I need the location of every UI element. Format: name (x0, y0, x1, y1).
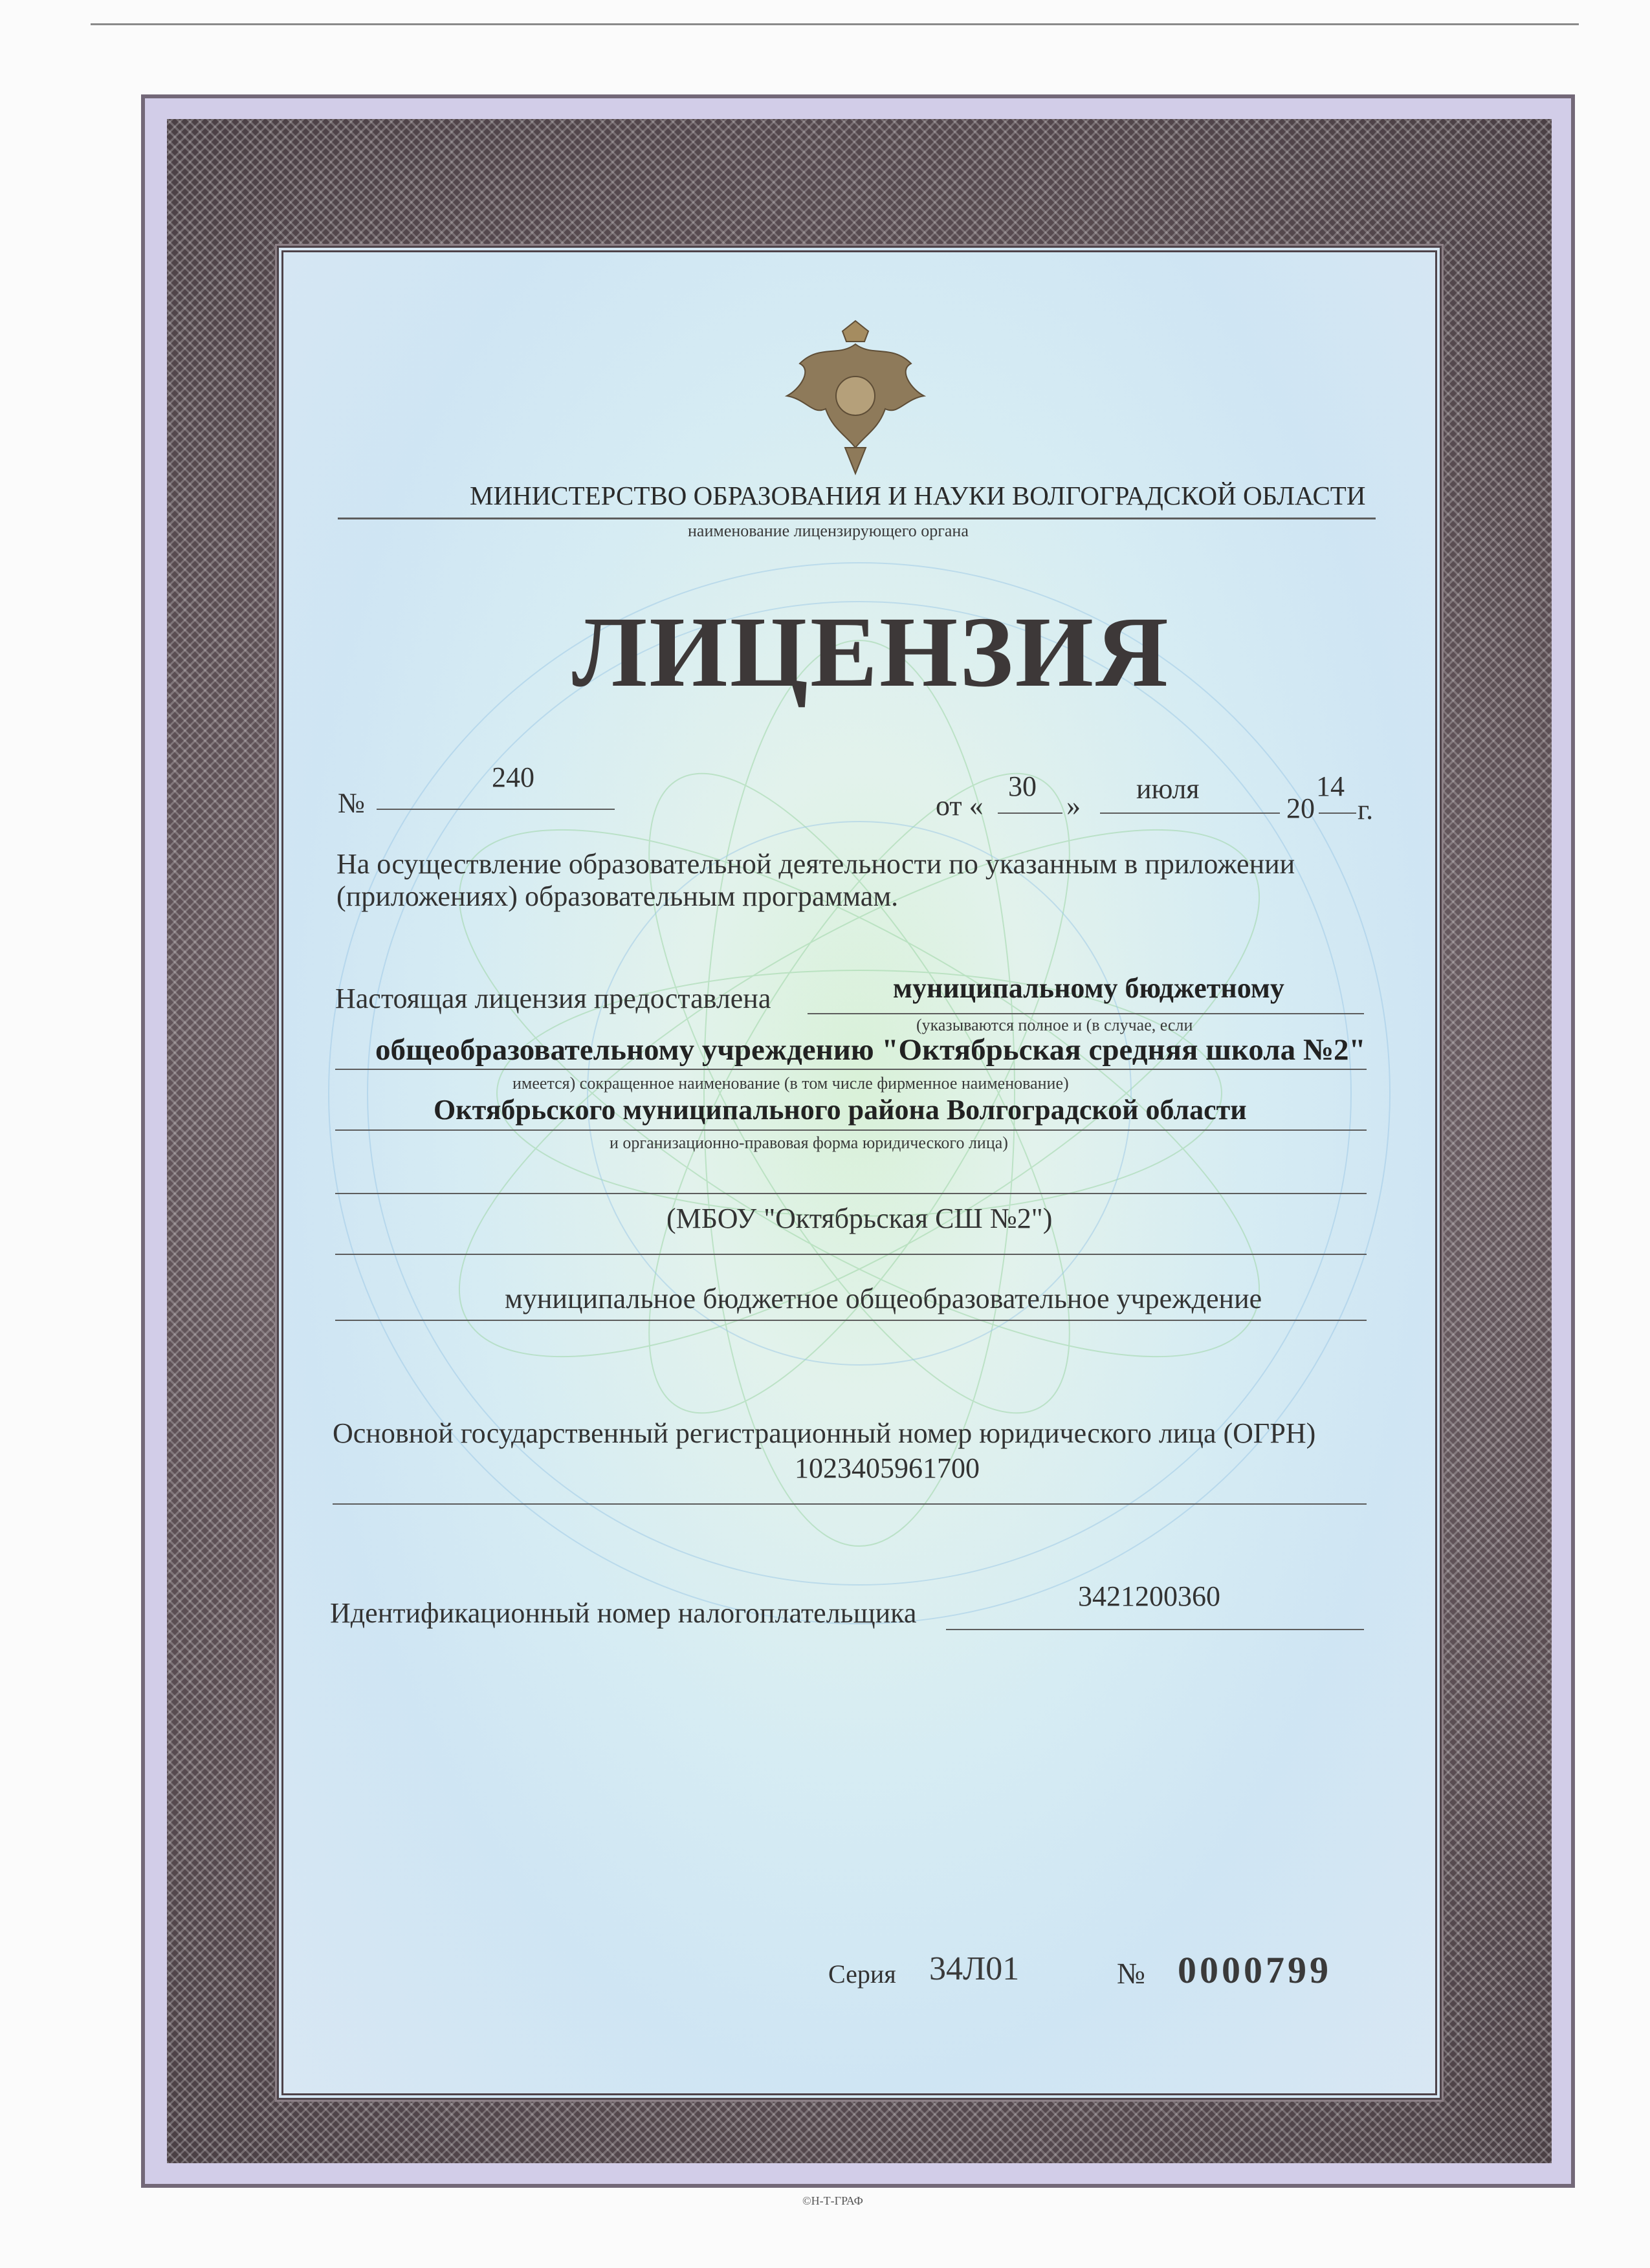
date-day-underline (998, 812, 1062, 814)
authority-name: МИНИСТЕРСТВО ОБРАЗОВАНИЯ И НАУКИ ВОЛГОГРАДСКОЙ ОБЛАСТИ (470, 481, 1366, 510)
grantee-name-line-2: общеобразовательному учреждению "Октябрьская средняя школа №2" (375, 1033, 1366, 1067)
date-day: 30 (1008, 770, 1037, 802)
date-prefix: от « (936, 790, 984, 822)
ogrn-underline (333, 1503, 1367, 1505)
series-value: 34Л01 (929, 1950, 1020, 1987)
date-month-underline (1100, 812, 1280, 814)
inn-value: 3421200360 (1078, 1580, 1220, 1612)
legal-form-underline (335, 1320, 1367, 1321)
grantee-legal-form: муниципальное бюджетное общеобразовательное учреждение (505, 1283, 1262, 1314)
ogrn-value: 1023405961700 (795, 1452, 980, 1484)
grantee-caption-2: имеется) сокращенное наименование (в том числе фирменное наименование) (512, 1074, 1069, 1093)
number-underline (377, 809, 615, 810)
series-label: Серия (828, 1959, 896, 1989)
printer-mark: ©Н-Т-ГРАФ (802, 2194, 863, 2207)
inn-label: Идентификационный номер налогоплательщика (330, 1597, 917, 1629)
grantee-name-line-3: Октябрьского муниципального района Волгоградской области (434, 1094, 1247, 1126)
coat-of-arms-emblem (774, 318, 937, 476)
scan-top-line (91, 23, 1579, 25)
date-close-quote: » (1066, 790, 1081, 822)
grantee-short-name: (МБОУ "Октябрьская СШ №2") (666, 1203, 1053, 1234)
series-number-label: № (1117, 1957, 1145, 1990)
series-number-value: 0000799 (1178, 1949, 1332, 1991)
license-number: 240 (492, 761, 534, 793)
date-month: июля (1136, 773, 1200, 805)
date-year: 14 (1316, 770, 1345, 802)
purpose-line-2: (приложениях) образовательным программам. (336, 880, 899, 912)
grantee-underline-1 (808, 1013, 1364, 1014)
grantee-underline-3 (335, 1129, 1367, 1131)
ogrn-label: Основной государственный регистрационный номер юридического лица (ОГРН) (333, 1417, 1316, 1449)
grantee-underline-2 (335, 1069, 1367, 1070)
grantee-underline-4 (335, 1193, 1367, 1194)
purpose-line-1: На осуществление образовательной деятельности по указанным в приложении (336, 848, 1295, 880)
grantee-label: Настоящая лицензия предоставлена (335, 983, 771, 1014)
grantee-caption-1: (указываются полное и (в случае, если (916, 1016, 1193, 1034)
inn-underline (946, 1629, 1364, 1630)
number-label: № (338, 787, 365, 819)
short-name-underline (335, 1254, 1367, 1255)
date-century: 20 (1286, 792, 1315, 824)
authority-caption: наименование лицензирующего органа (688, 521, 969, 540)
grantee-caption-3: и организационно-правовая форма юридического лица) (610, 1133, 1008, 1152)
license-title: ЛИЦЕНЗИЯ (572, 596, 1171, 708)
date-year-underline (1319, 812, 1356, 814)
date-suffix: г. (1358, 794, 1374, 825)
grantee-name-line-1: муниципальному бюджетному (893, 972, 1284, 1004)
authority-underline (338, 518, 1376, 519)
